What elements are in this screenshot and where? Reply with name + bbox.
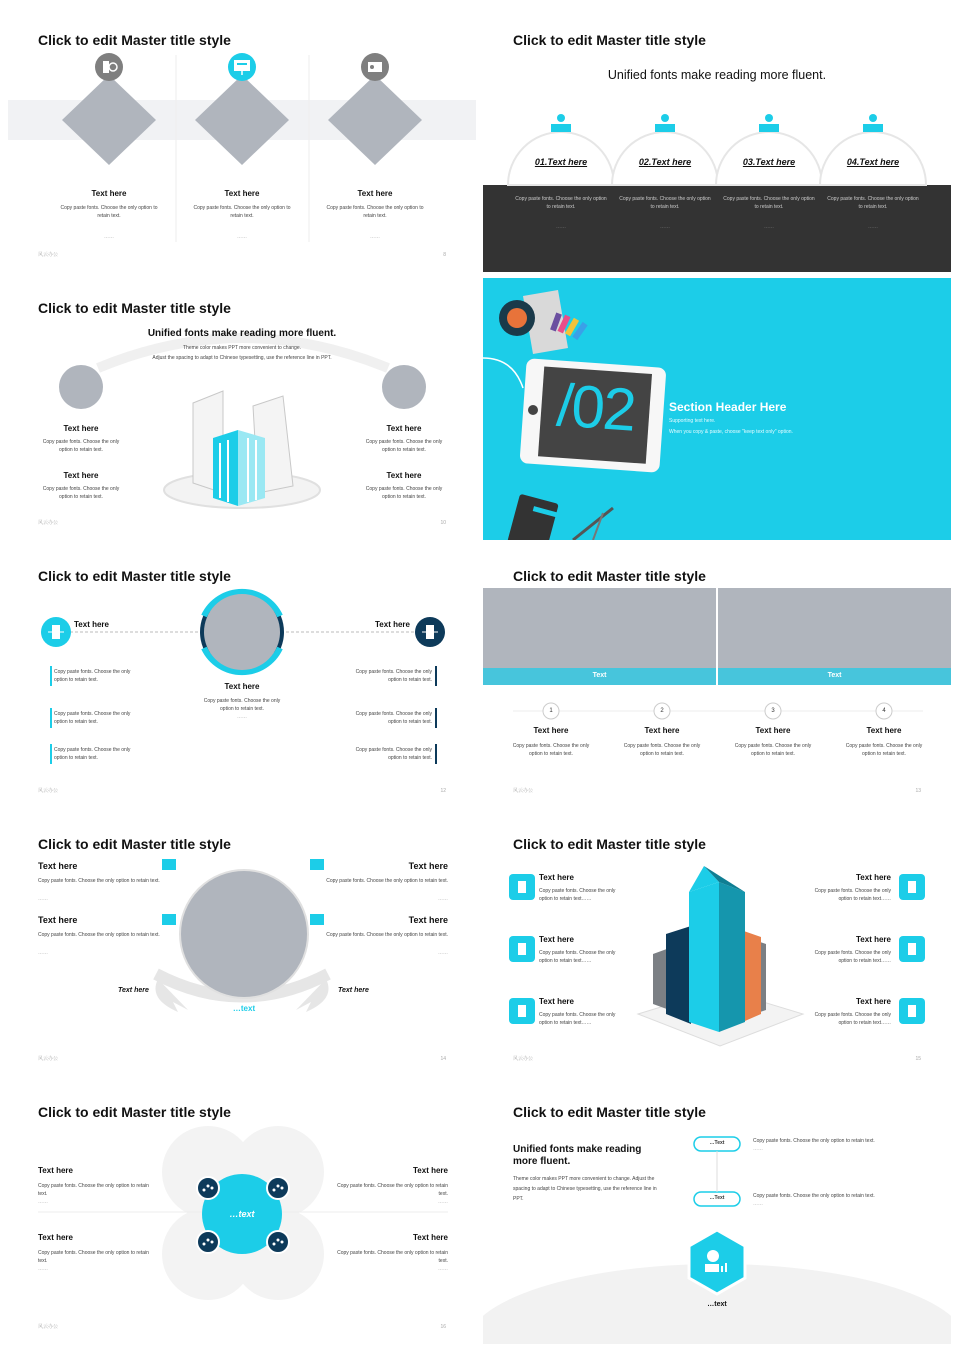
step-number: 2 xyxy=(660,708,664,714)
slide-7 xyxy=(8,814,476,1076)
slide-title: Click to edit Master title style xyxy=(38,32,231,48)
arc-dots: …… xyxy=(868,224,878,230)
item-title: Text here xyxy=(413,1233,448,1242)
step-body: Copy paste fonts. Choose the only option to retain text. xyxy=(845,743,923,757)
center-heading: Text here xyxy=(224,682,260,691)
slide-title: Click to edit Master title style xyxy=(513,32,706,48)
slide-title: Click to edit Master title style xyxy=(513,1104,706,1120)
body-line-2: Adjust the spacing to adapt to Chinese typesetting, use the reference line in PPT. xyxy=(152,355,332,361)
tower-illustration xyxy=(653,866,766,1032)
item-body: Copy paste fonts. Choose the only option to retain text. xyxy=(42,486,120,500)
slide-title: Click to edit Master title style xyxy=(513,568,706,584)
item-dots: …… xyxy=(438,896,448,902)
step-number: 3 xyxy=(771,708,775,714)
bar-label: Text xyxy=(827,672,842,679)
lantern-icon xyxy=(518,1005,526,1017)
caption-body: Copy paste fonts. Choose the only option to retain text. xyxy=(193,205,291,219)
slide-5 xyxy=(8,546,476,808)
caption-title: Text here xyxy=(91,189,127,198)
slide-1-graphics xyxy=(8,10,476,272)
footer-brand: 风云办公 xyxy=(38,1056,59,1062)
item-title: Text here xyxy=(856,997,891,1006)
item-title: Text here xyxy=(386,471,422,480)
slide-7-graphics xyxy=(8,814,476,1076)
subtitle: Unified fonts make reading more fluent. xyxy=(147,328,337,339)
item-body: Copy paste fonts. Choose the only option to retain text. xyxy=(38,932,160,938)
center-text: …text xyxy=(229,1209,255,1219)
person-desk-icon xyxy=(863,114,883,132)
item-title: Text here xyxy=(63,424,99,433)
item-body: Copy paste fonts. Choose the only option to retain text…… xyxy=(539,950,616,964)
palette-illustration xyxy=(499,290,588,354)
item-body: Copy paste fonts. Choose the only option to retain text. xyxy=(38,878,160,884)
slide-6 xyxy=(483,546,951,808)
left-item: Copy paste fonts. Choose the only option to retain text. xyxy=(54,747,131,761)
caption-dots: …… xyxy=(237,234,247,240)
item-title: Text here xyxy=(408,861,448,871)
step-number: 1 xyxy=(549,708,553,714)
lantern-icon xyxy=(908,943,916,955)
lantern-icon xyxy=(518,881,526,893)
step-title: Text here xyxy=(755,726,791,735)
page-number: 15 xyxy=(915,1056,921,1062)
item-body: Copy paste fonts. Choose the only option to retain text. xyxy=(337,1183,448,1197)
center-body: Copy paste fonts. Choose the only option to retain text. xyxy=(203,698,281,712)
slide-4 xyxy=(483,278,951,540)
item-body: Copy paste fonts. Choose the only option to retain text…… xyxy=(539,888,616,902)
slide-8 xyxy=(483,814,951,1076)
item-body: Copy paste fonts. Choose the only option to retain text. xyxy=(365,439,443,453)
step-body: Copy paste fonts. Choose the only option to retain text. xyxy=(623,743,701,757)
center-text: …text xyxy=(232,1004,256,1013)
item-body: Copy paste fonts. Choose the only option to retain text. xyxy=(38,1183,149,1197)
item-title: Text here xyxy=(38,1166,73,1175)
person-desk-icon xyxy=(759,114,779,132)
slide-1 xyxy=(8,10,476,272)
center-dots: …… xyxy=(237,714,247,720)
item-dots: …… xyxy=(38,1266,48,1272)
section-subtitle: Supporting text here. xyxy=(669,418,716,424)
notebook-illustration xyxy=(507,494,613,540)
step-title: Text here xyxy=(533,726,569,735)
building-icon xyxy=(310,914,324,925)
item-title: Text here xyxy=(539,997,574,1006)
item-title: Text here xyxy=(539,873,574,882)
caption-dots: …… xyxy=(370,234,380,240)
lantern-icon xyxy=(908,881,916,893)
building-icon xyxy=(310,859,324,870)
slide-3 xyxy=(8,278,476,540)
left-item: Copy paste fonts. Choose the only option to retain text. xyxy=(54,669,131,683)
item-body: Copy paste fonts. Choose the only option to retain text. xyxy=(337,1250,448,1264)
arc-dots: …… xyxy=(660,224,670,230)
item-title: Text here xyxy=(856,935,891,944)
footer-brand: 风云办公 xyxy=(513,1056,534,1062)
arc-label: 04.Text here xyxy=(846,157,900,167)
step-title: Text here xyxy=(644,726,680,735)
item-body: Copy paste fonts. Choose the only option to retain text. xyxy=(326,932,448,938)
slide-8-graphics xyxy=(483,814,951,1076)
item-body: Copy paste fonts. Choose the only option to retain text…… xyxy=(814,1012,891,1026)
page-number: 14 xyxy=(440,1056,446,1062)
item-body: Copy paste fonts. Choose the only option to retain text…… xyxy=(539,1012,616,1026)
right-item: Copy paste fonts. Choose the only option to retain text. xyxy=(355,711,432,725)
arrow-label-right: Text here xyxy=(338,987,369,994)
item-body: Copy paste fonts. Choose the only option to retain text…… xyxy=(814,888,891,902)
lantern-icon xyxy=(518,943,526,955)
item-dots: …… xyxy=(38,1199,48,1205)
item-title: Text here xyxy=(539,935,574,944)
step-title: Text here xyxy=(866,726,902,735)
section-note: When you copy & paste, choose "keep text only" option. xyxy=(669,429,793,435)
step-body: Copy paste fonts. Choose the only option to retain text. xyxy=(512,743,590,757)
footer-brand: 风云办公 xyxy=(513,788,534,794)
pill-dots: …… xyxy=(753,1146,763,1152)
footer-brand: 风云办公 xyxy=(38,252,59,258)
page-number: 12 xyxy=(440,788,446,794)
right-item: Copy paste fonts. Choose the only option to retain text. xyxy=(355,747,432,761)
item-title: Text here xyxy=(408,915,448,925)
lantern-icon xyxy=(908,1005,916,1017)
caption-body: Copy paste fonts. Choose the only option to retain text. xyxy=(60,205,158,219)
building-icon xyxy=(162,859,176,870)
building-icon xyxy=(162,914,176,925)
footer-brand: 风云办公 xyxy=(38,1324,59,1330)
arc-body: Copy paste fonts. Choose the only option to retain text. xyxy=(723,196,815,210)
slide-9 xyxy=(8,1082,476,1344)
pill-label: …Text xyxy=(709,1195,725,1201)
item-title: Text here xyxy=(38,1233,73,1242)
slide-2 xyxy=(483,10,951,272)
step-number: 4 xyxy=(882,708,886,714)
slide-title: Click to edit Master title style xyxy=(38,568,231,584)
pill-body: Copy paste fonts. Choose the only option to retain text. xyxy=(753,1193,875,1199)
item-body: Copy paste fonts. Choose the only option to retain text. xyxy=(365,486,443,500)
left-heading: Text here xyxy=(74,620,109,629)
right-heading: Text here xyxy=(375,620,410,629)
caption-dots: …… xyxy=(104,234,114,240)
slide-2-graphics xyxy=(483,10,951,272)
item-title: Text here xyxy=(63,471,99,480)
page-number: 8 xyxy=(443,252,446,258)
caption-body: Copy paste fonts. Choose the only option to retain text. xyxy=(326,205,424,219)
left-heading: Unified fonts make reading more fluent. xyxy=(513,1144,642,1167)
page-number: 10 xyxy=(440,520,446,526)
item-dots: …… xyxy=(38,896,48,902)
arc-label: 01.Text here xyxy=(534,157,588,167)
item-dots: …… xyxy=(438,950,448,956)
left-item: Copy paste fonts. Choose the only option to retain text. xyxy=(54,711,131,725)
footer-brand: 风云办公 xyxy=(38,788,59,794)
item-body: Copy paste fonts. Choose the only option to retain text. xyxy=(326,878,448,884)
caption-title: Text here xyxy=(224,189,260,198)
right-item: Copy paste fonts. Choose the only option to retain text. xyxy=(355,669,432,683)
item-body: Copy paste fonts. Choose the only option to retain text. xyxy=(38,1250,149,1264)
bottom-text: …text xyxy=(707,1301,727,1308)
left-body: Theme color makes PPT more convenient to change. Adjust the spacing to adapt to Chinese typesetting, use the reference line in PPT. xyxy=(513,1176,657,1202)
item-title: Text here xyxy=(386,424,422,433)
item-title: Text here xyxy=(38,915,78,925)
arc-label: 03.Text here xyxy=(742,157,796,167)
person-desk-icon xyxy=(551,114,571,132)
slide-title: Click to edit Master title style xyxy=(38,1104,231,1120)
arrow-label-left: Text here xyxy=(118,987,149,994)
item-dots: …… xyxy=(438,1266,448,1272)
pill-label: …Text xyxy=(709,1140,725,1146)
page-number: 16 xyxy=(440,1324,446,1330)
step-body: Copy paste fonts. Choose the only option to retain text. xyxy=(734,743,812,757)
section-number: /02 xyxy=(554,371,637,444)
arc-dots: …… xyxy=(556,224,566,230)
item-body: Copy paste fonts. Choose the only option to retain text. xyxy=(42,439,120,453)
bar-label: Text xyxy=(592,672,607,679)
item-title: Text here xyxy=(413,1166,448,1175)
subtitle: Unified fonts make reading more fluent. xyxy=(607,68,827,82)
page-number: 13 xyxy=(915,788,921,794)
pill-dots: …… xyxy=(753,1201,763,1207)
item-title: Text here xyxy=(856,873,891,882)
arc-label: 02.Text here xyxy=(638,157,692,167)
slide-10 xyxy=(483,1082,951,1344)
arc-body: Copy paste fonts. Choose the only option to retain text. xyxy=(515,196,607,210)
id-card-icon xyxy=(368,62,382,72)
arc-body: Copy paste fonts. Choose the only option to retain text. xyxy=(619,196,711,210)
item-dots: …… xyxy=(38,950,48,956)
item-dots: …… xyxy=(438,1199,448,1205)
pill-body: Copy paste fonts. Choose the only option to retain text. xyxy=(753,1138,875,1144)
arc-dots: …… xyxy=(764,224,774,230)
item-title: Text here xyxy=(38,861,78,871)
arc-body: Copy paste fonts. Choose the only option to retain text. xyxy=(827,196,919,210)
slide-title: Click to edit Master title style xyxy=(38,300,231,316)
caption-title: Text here xyxy=(357,189,393,198)
person-desk-icon xyxy=(655,114,675,132)
footer-brand: 风云办公 xyxy=(38,520,59,526)
slide-title: Click to edit Master title style xyxy=(38,836,231,852)
slide-title: Click to edit Master title style xyxy=(513,836,706,852)
section-title: Section Header Here xyxy=(669,400,787,414)
body-line-1: Theme color makes PPT more convenient to change. xyxy=(182,345,302,351)
item-body: Copy paste fonts. Choose the only option to retain text…… xyxy=(814,950,891,964)
